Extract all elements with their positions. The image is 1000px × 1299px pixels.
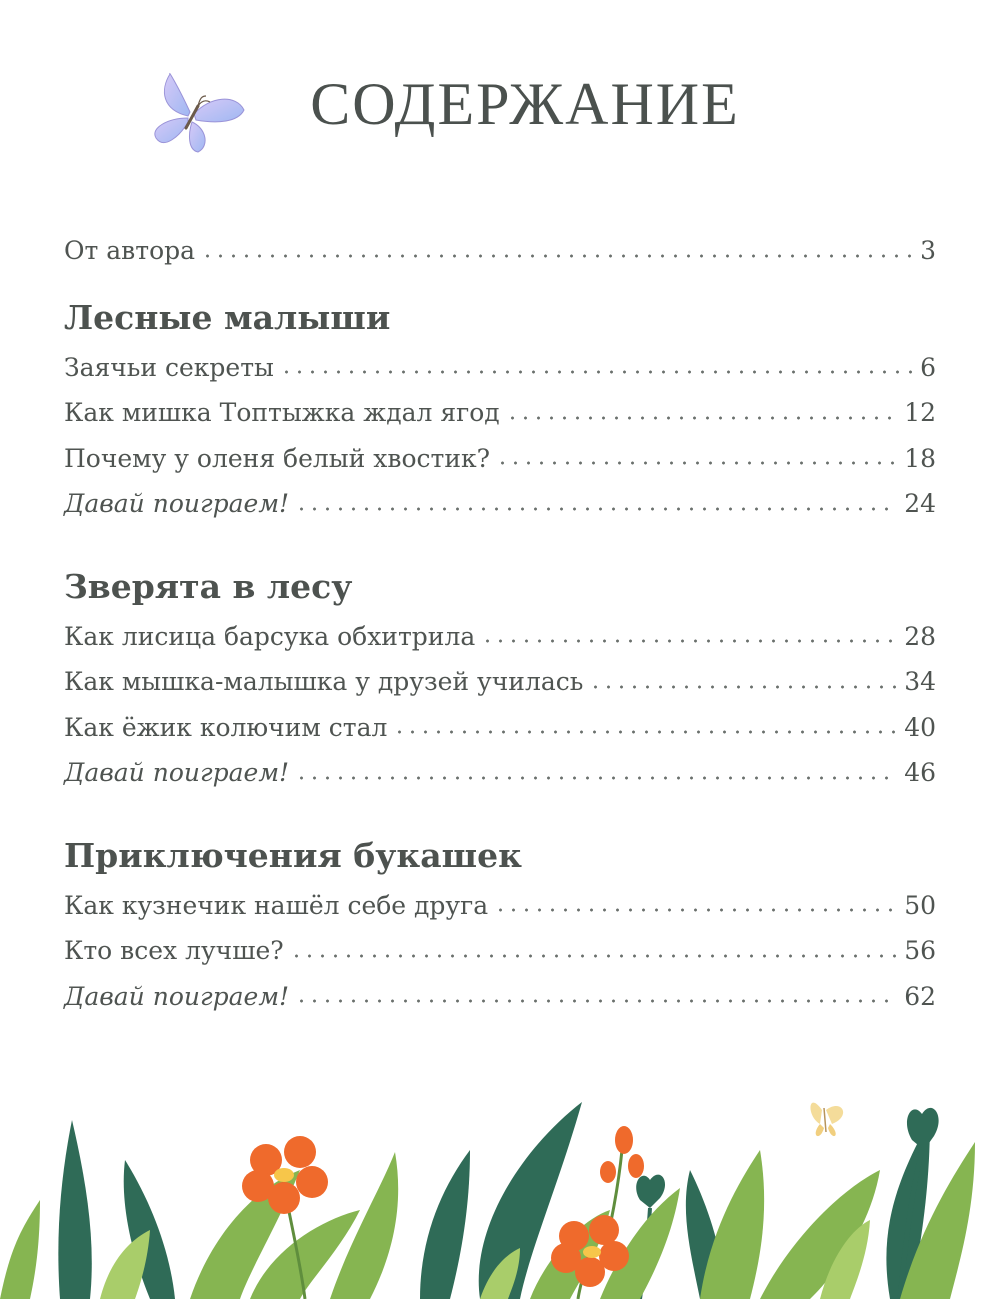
toc-entry-label: Как лисица барсука обхитрила	[64, 621, 476, 651]
toc-entry-page: 56	[904, 936, 936, 965]
toc-entry[interactable]	[64, 436, 936, 482]
toc-entry[interactable]	[64, 883, 936, 929]
section-heading: Приключения букашек	[64, 835, 522, 875]
dot-leader	[496, 460, 898, 466]
toc-entry[interactable]	[64, 390, 936, 436]
toc-entry-label: Как ёжик колючим стал	[64, 712, 388, 742]
toc-entry-page: 46	[904, 758, 936, 787]
page-title: СОДЕРЖАНИЕ	[310, 71, 740, 137]
toc-entry-label: Давай поиграем!	[64, 489, 290, 518]
toc-entry-page: 18	[904, 443, 936, 473]
section-heading: Зверята в лесу	[64, 566, 353, 606]
dot-leader	[295, 998, 898, 1004]
dot-leader	[494, 907, 898, 913]
toc-entry-page: 12	[904, 398, 936, 427]
toc-entry[interactable]	[64, 659, 936, 705]
section-heading: Лесные малыши	[64, 297, 391, 337]
small-butterfly-icon	[810, 1103, 843, 1136]
toc-entry-label: Как мышка-малышка у друзей училась	[64, 667, 584, 696]
toc-entry-page: 6	[920, 352, 936, 382]
dot-leader	[295, 775, 898, 781]
toc-entry-label: Давай поиграем!	[64, 758, 290, 787]
toc-entry-page: 50	[904, 890, 936, 920]
toc-entry[interactable]	[64, 345, 936, 391]
toc-entry-page: 62	[904, 981, 936, 1011]
meadow-illustration	[0, 1080, 1000, 1299]
toc-entry-page: 24	[904, 489, 936, 518]
toc-entry-label: Почему у оленя белый хвостик?	[64, 443, 491, 473]
toc-entry-label: Заячьи секреты	[64, 352, 274, 382]
toc-entry[interactable]	[64, 750, 936, 796]
toc-entry[interactable]	[64, 928, 936, 974]
toc-entry[interactable]	[64, 481, 936, 527]
toc-entry-label: Как мишка Топтыжка ждал ягод	[64, 398, 500, 427]
dot-leader	[201, 253, 914, 259]
dot-leader	[280, 369, 914, 375]
toc-entry-intro[interactable]	[64, 228, 936, 274]
toc-entry-label: Кто всех лучше?	[64, 936, 284, 965]
toc-entry-label: Давай поиграем!	[64, 981, 290, 1011]
dot-leader	[290, 953, 899, 959]
dot-leader	[589, 684, 898, 690]
dot-leader	[295, 506, 898, 512]
table-of-contents	[64, 228, 936, 1019]
toc-entry[interactable]	[64, 614, 936, 660]
toc-entry[interactable]	[64, 974, 936, 1020]
toc-entry-page: 3	[920, 236, 936, 265]
toc-entry-page: 28	[904, 621, 936, 651]
dot-leader	[506, 415, 899, 421]
dot-leader	[393, 729, 898, 735]
toc-entry-label: Как кузнечик нашёл себе друга	[64, 890, 489, 920]
toc-entry-label: От автора	[64, 236, 196, 265]
toc-entry-page: 40	[904, 712, 936, 742]
toc-entry-page: 34	[904, 667, 936, 696]
dot-leader	[481, 638, 898, 644]
toc-entry[interactable]	[64, 705, 936, 751]
